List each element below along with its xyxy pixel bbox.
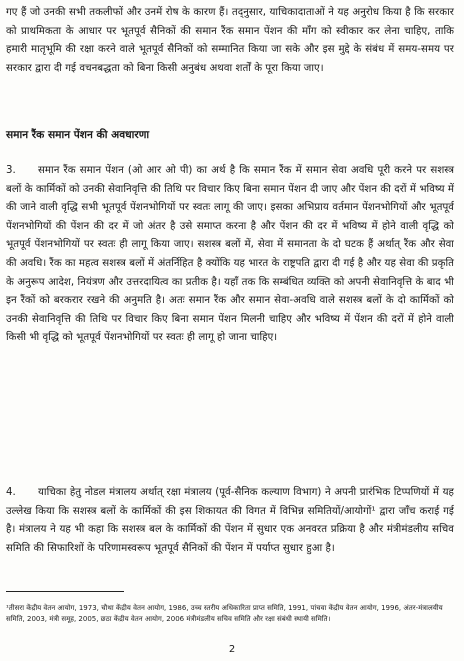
footnote-divider <box>6 591 124 592</box>
paragraph-petition-summary: गए हैं जो उनकी सभी तकलीफों और उनमें रोष के कारण हैं। तद्‌नुसार, याचिकादाताओं ने यह अनुरोध किया है कि सरकार को प्राथमिकता के आधार पर भूतपूर्व सैनिकों की समान रैंक समान पेंशन की माँग को स्वीकार कर लेना चाहिए, ताकि हमारी मातृभूमि की रक्षा करने वाले भूतपूर्व सैनिकों को सम्मानित किया जा सके और इस मुद्दे के संबंध में समय-समय पर सरकार द्वारा दी गई वचनबद्धता को बिना किसी अनुबंध अथवा शर्तों के पूरा किया जाए। <box>6 7 454 74</box>
paragraph-number: 3. <box>6 165 16 176</box>
paragraph-text: याचिका हेतु नोडल मंत्रालय अर्थात्‌ रक्षा मंत्रालय (पूर्व-सैनिक कल्याण विभाग) ने अपनी प्रारंभिक टिप्पणियों में यह उल्लेख किया कि सशस्त्र बलों के कार्मिकों की इस शिकायत की विगत में विभिन्न समितियों/आयोगों¹ द्वारा जाँच कराई गई है। मंत्रालय ने यह भी कहा कि सशस्त्र बल के कार्मिकों की पेंशन में सुधार एक अनवरत प्रक्रिया है और मंत्रीमंडलीय सचिव समिति की सिफारिशों के परिणामस्वरूप भूतपूर्व सैनिकों की पेंशन में पर्याप्त सुधार हुआ है। <box>6 487 454 554</box>
paragraph-number: 4. <box>6 487 16 498</box>
paragraph-orop-concept <box>6 162 454 348</box>
paragraph-ministry-comments <box>6 484 454 558</box>
paragraph-text: समान रैंक समान पेंशन (ओ आर ओ पी) का अर्थ है कि समान रैंक में समान सेवा अवधि पूरी करने पर सशस्त्र बलों के कार्मिकों को उनकी सेवानिवृत्ति की तिथि पर विचार किए बिना समान पेंशन दी जाए और पेंशन की दरों में भविष्य में की जाने वाली वृद्धि सभी भूतपूर्व पेंशनभोगियों पर स्वतः लागू की जाए। इसका अभिप्राय वर्तमान पेंशनभोगियों और भूतपूर्व पेंशनभोगियों की पेंशन की दर में जो अंतर है उसे समाप्त करना है और पेंशन की दर में भविष्य में होने वाली वृद्धि को भूतपूर्व पेंशनभोगियों पर स्वतः ही लागू किया जाए। सशस्त्र बलों में, सेवा में समानता के दो घटक हैं अर्थात्‌ रैंक और सेवा की अवधि। रैंक का महत्व सशस्त्र बलों में अंतर्निहित है क्योंकि यह भारत के राष्ट्रपति द्वारा दी गई है और यह सेवा की प्रकृति के अनुरूप आदेश, नियंत्रण और उत्तरदायित्व का प्रतीक है। यहाँ तक कि सम्बंधित व्यक्ति को अपनी सेवानिवृत्ति के बाद भी इन रैंकों को बरकरार रखने की अनुमति है। अतः समान रैंक और समान सेवा-अवधि वाले सशस्त्र बलों के दो कार्मिकों को उनकी सेवानिवृत्ति की तिथि पर विचार किए बिना समान पेंशन मिलनी चाहिए और भविष्य में पेंशन की दरों में होने वाली किसी भी वृद्धि को भूतपूर्व पेंशनभोगियों पर स्वतः ही लागू हो जाना चाहिए। <box>6 165 454 344</box>
section-heading: समान रैंक समान पेंशन की अवधारणा <box>6 129 150 141</box>
footnote: ¹तीसरा केंद्रीय वेतन आयोग, 1973, चौथा केंद्रीय वेतन आयोग, 1986, उच्च स्तरीय अधिकारिता प्राप्त समिति, 1991, पांचवा केंद्रीय वेतन आयोग, 1996, अंतर-मंत्रालयीय समिति, 2003, मंत्री समूह, 2005, छठा केंद्रीय वेतन आयोग, 2006 मंत्रीमंडलीय सचिव समिति और रक्षा संबंधी स्थायी समिति। <box>6 604 443 623</box>
page-number: 2 <box>228 644 236 655</box>
